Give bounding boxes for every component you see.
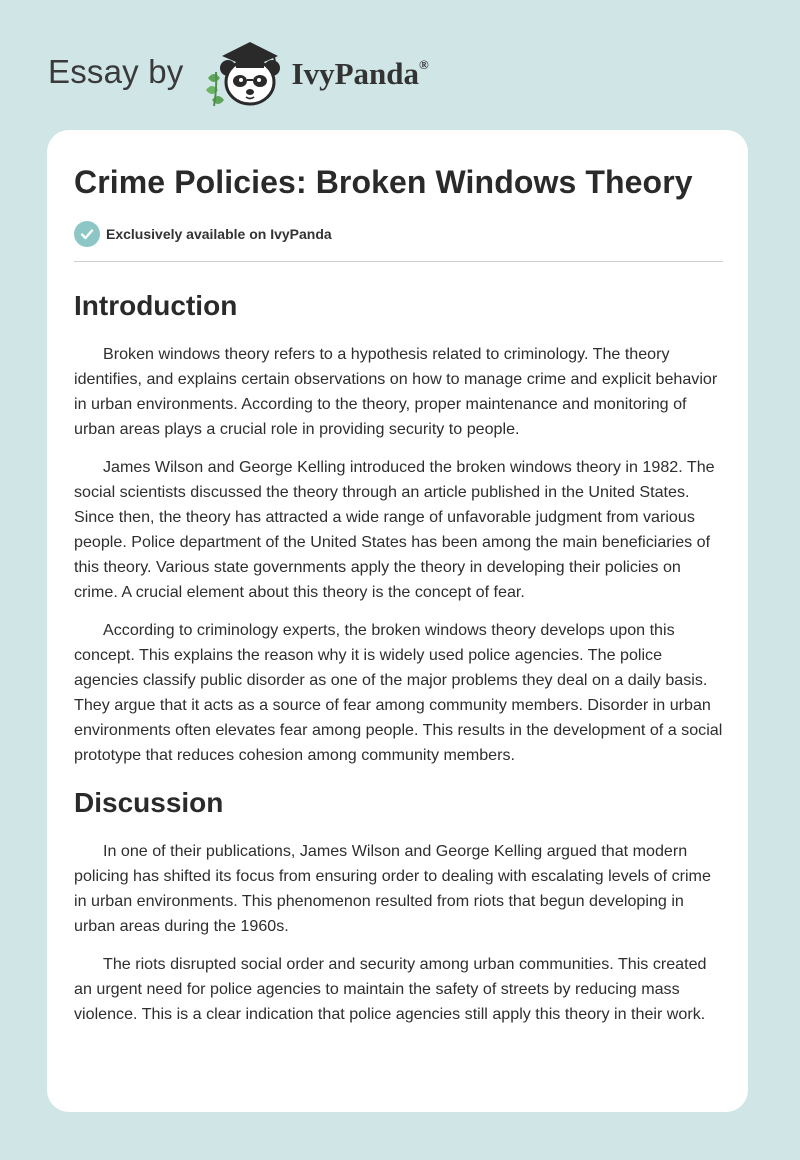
section-heading-introduction: Introduction: [74, 290, 238, 321]
paragraph: The riots disrupted social order and security among urban communities. This created an urgent need for police agencies to maintain the safety of streets by reducing mass violence. This is a clear indication that police agencies still apply this theory in their work.: [74, 955, 707, 1023]
registered-mark: ®: [418, 56, 429, 72]
section-heading-discussion: Discussion: [74, 787, 224, 818]
exclusive-badge-text: Exclusively available on IvyPanda: [106, 226, 332, 242]
essay-by-label: Essay by: [48, 53, 184, 90]
exclusive-badge: [74, 221, 332, 247]
check-icon: [74, 221, 100, 247]
divider: [74, 261, 723, 262]
page-title: Crime Policies: Broken Windows Theory: [74, 164, 693, 200]
paragraph: Broken windows theory refers to a hypothesis related to criminology. The theory identifies, and explains certain observations on how to manage crime and explicit behavior in urban environments. According to the theory, proper maintenance and monitoring of urban areas plays a crucial role in providing security to people.: [74, 345, 718, 438]
panda-logo-icon[interactable]: [200, 34, 288, 110]
essay-content: [74, 280, 726, 1040]
paragraph: According to criminology experts, the broken windows theory develops upon this concept. This explains the reason why it is widely used police agencies. The police agencies classify public disorder as one of the major problems they deal on a daily basis. They argue that it acts as a source of fear among community members. Disorder in urban environments often elevates fear among people. This results in the development of a social prototype that reduces cohesion among community members.: [74, 621, 723, 764]
essay-card: [47, 130, 748, 1112]
brand-name[interactable]: IvyPanda®: [291, 56, 429, 91]
paragraph: James Wilson and George Kelling introduced the broken windows theory in 1982. The social scientists discussed the theory through an article published in the United States. Since then, the theory has attracted a wide range of unfavorable judgment from various people. Police department of the United States has been among the main beneficiaries of this theory. Various state governments apply the theory in developing their policies on crime. A crucial element about this theory is the concept of fear.: [74, 458, 715, 601]
paragraph: In one of their publications, James Wilson and George Kelling argued that modern policing has shifted its focus from ensuring order to dealing with escalating levels of crime in urban environments. This phenomenon resulted from riots that begun developing in urban areas during the 1960s.: [74, 842, 711, 935]
site-header: [48, 34, 429, 110]
